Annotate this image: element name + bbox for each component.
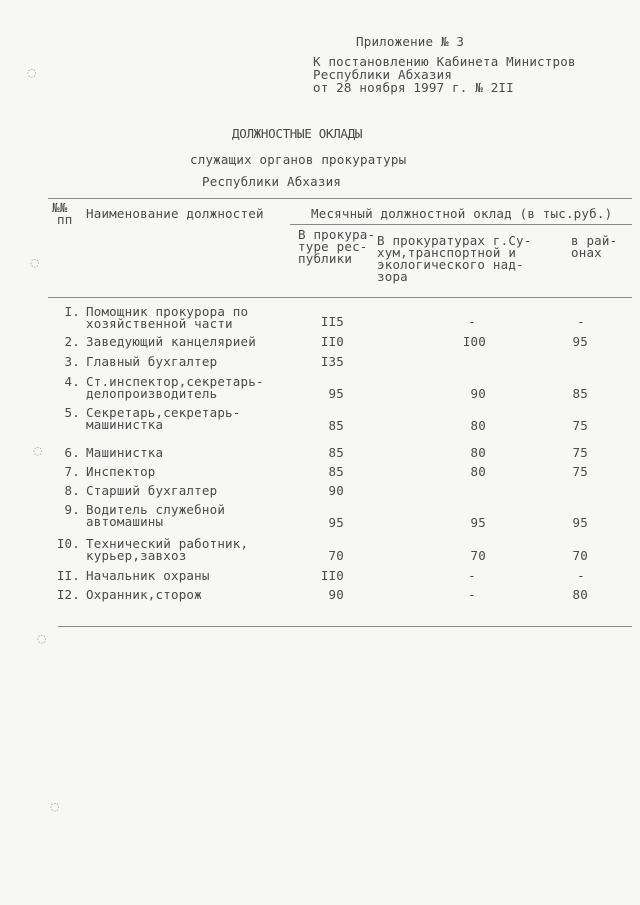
row-salary-republic: 85: [328, 445, 344, 460]
row-salary-districts: 85: [572, 386, 588, 401]
row-salary-districts: 75: [572, 418, 588, 433]
table-header-bottom-rule: [48, 297, 632, 298]
row-name-line1: Секретарь,секретарь-: [86, 405, 241, 420]
row-salary-sukhum: 90: [470, 386, 486, 401]
row-name-line2: курьер,завхоз: [86, 548, 187, 563]
row-salary-districts: 75: [572, 445, 588, 460]
row-salary-districts: 95: [572, 334, 588, 349]
decree-date: от 28 ноября 1997 г. № 2II: [313, 80, 514, 95]
row-name-line1: Старший бухгалтер: [86, 483, 218, 498]
row-salary-republic: 95: [328, 386, 344, 401]
table-subheader-rule: [290, 224, 632, 225]
row-number: 8.: [64, 483, 80, 498]
row-salary-republic: I35: [320, 354, 344, 369]
row-salary-sukhum: I00: [462, 334, 486, 349]
punch-hole-mark-1: ◌: [27, 66, 37, 79]
row-number: I2.: [56, 587, 80, 602]
row-name-line2: машинистка: [86, 417, 164, 432]
row-salary-sukhum: 80: [470, 418, 486, 433]
document-title: ДОЛЖНОСТНЫЕ ОКЛАДЫ: [232, 126, 363, 141]
row-number: 2.: [64, 334, 80, 349]
row-salary-sukhum: -: [468, 568, 476, 583]
row-name-line1: Охранник,сторож: [86, 587, 202, 602]
sub-header-republic-2: туре рес-: [298, 239, 368, 254]
row-salary-sukhum: -: [468, 314, 476, 329]
row-name-line1: Ст.инспектор,секретарь-: [86, 374, 264, 389]
sub-header-sukhum-1: В прокуратурах г.Су-: [377, 233, 532, 248]
row-salary-sukhum: -: [468, 587, 476, 602]
row-salary-sukhum: 80: [470, 464, 486, 479]
row-salary-republic: 85: [328, 464, 344, 479]
row-salary-sukhum: 95: [470, 515, 486, 530]
row-number: I0.: [56, 536, 80, 551]
punch-hole-mark-5: ◌: [50, 800, 60, 813]
row-number: 6.: [64, 445, 80, 460]
row-name-line1: Начальник охраны: [86, 568, 210, 583]
row-salary-districts: 80: [572, 587, 588, 602]
row-salary-republic: 85: [328, 418, 344, 433]
col-num-header-pp: пп: [57, 212, 73, 227]
row-salary-districts: -: [577, 314, 585, 329]
row-name-line2: делопроизводитель: [86, 386, 218, 401]
appendix-number: Приложение № 3: [356, 34, 465, 49]
row-number: 5.: [64, 405, 80, 420]
row-name-line1: Инспектор: [86, 464, 156, 479]
punch-hole-mark-3: ◌: [33, 444, 43, 457]
row-salary-republic: II0: [320, 334, 344, 349]
row-salary-republic: 90: [328, 483, 344, 498]
row-salary-districts: 70: [572, 548, 588, 563]
row-salary-republic: 90: [328, 587, 344, 602]
row-number: 7.: [64, 464, 80, 479]
row-name-line2: автомашины: [86, 514, 164, 529]
row-name-line1: Технический работник,: [86, 536, 249, 551]
col-name-header: Наименование должностей: [86, 206, 264, 221]
punch-hole-mark-2: ◌: [30, 256, 40, 269]
sub-header-sukhum-3: экологического над-: [377, 257, 524, 272]
sub-header-sukhum-2: хум,транспортной и: [377, 245, 517, 260]
row-salary-republic: 95: [328, 515, 344, 530]
row-name-line1: Машинистка: [86, 445, 164, 460]
row-number: 3.: [64, 354, 80, 369]
sub-header-republic-1: В прокура-: [298, 227, 376, 242]
row-salary-districts: -: [577, 568, 585, 583]
row-salary-sukhum: 80: [470, 445, 486, 460]
row-name-line1: Помощник прокурора по: [86, 304, 249, 319]
row-salary-districts: 75: [572, 464, 588, 479]
row-salary-republic: II0: [320, 568, 344, 583]
sub-header-districts-1: в рай-: [571, 233, 618, 248]
decree-republic: Республики Абхазия: [313, 67, 453, 82]
document-subtitle: служащих органов прокуратуры: [190, 152, 407, 167]
row-number: I.: [64, 304, 80, 319]
sub-header-sukhum-4: зора: [377, 269, 408, 284]
row-salary-republic: II5: [320, 314, 344, 329]
document-subtitle-republic: Республики Абхазия: [202, 174, 342, 189]
row-name-line1: Заведующий канцелярией: [86, 334, 256, 349]
row-salary-republic: 70: [328, 548, 344, 563]
col-num-header: №№: [52, 200, 68, 215]
row-salary-districts: 95: [572, 515, 588, 530]
row-name-line1: Главный бухгалтер: [86, 354, 218, 369]
row-salary-sukhum: 70: [470, 548, 486, 563]
decree-reference: К постановлению Кабинета Министров: [313, 54, 576, 69]
row-number: II.: [56, 568, 80, 583]
row-name-line1: Водитель служебной: [86, 502, 226, 517]
col-salary-header: Месячный должностной оклад (в тыс.руб.): [311, 206, 613, 221]
table-bottom-rule: [58, 626, 632, 627]
table-top-rule: [48, 198, 632, 199]
sub-header-districts-2: онах: [571, 245, 602, 260]
row-number: 9.: [64, 502, 80, 517]
row-number: 4.: [64, 374, 80, 389]
punch-hole-mark-4: ◌: [37, 632, 47, 645]
sub-header-republic-3: публики: [298, 251, 353, 266]
row-name-line2: хозяйственной части: [86, 316, 233, 331]
